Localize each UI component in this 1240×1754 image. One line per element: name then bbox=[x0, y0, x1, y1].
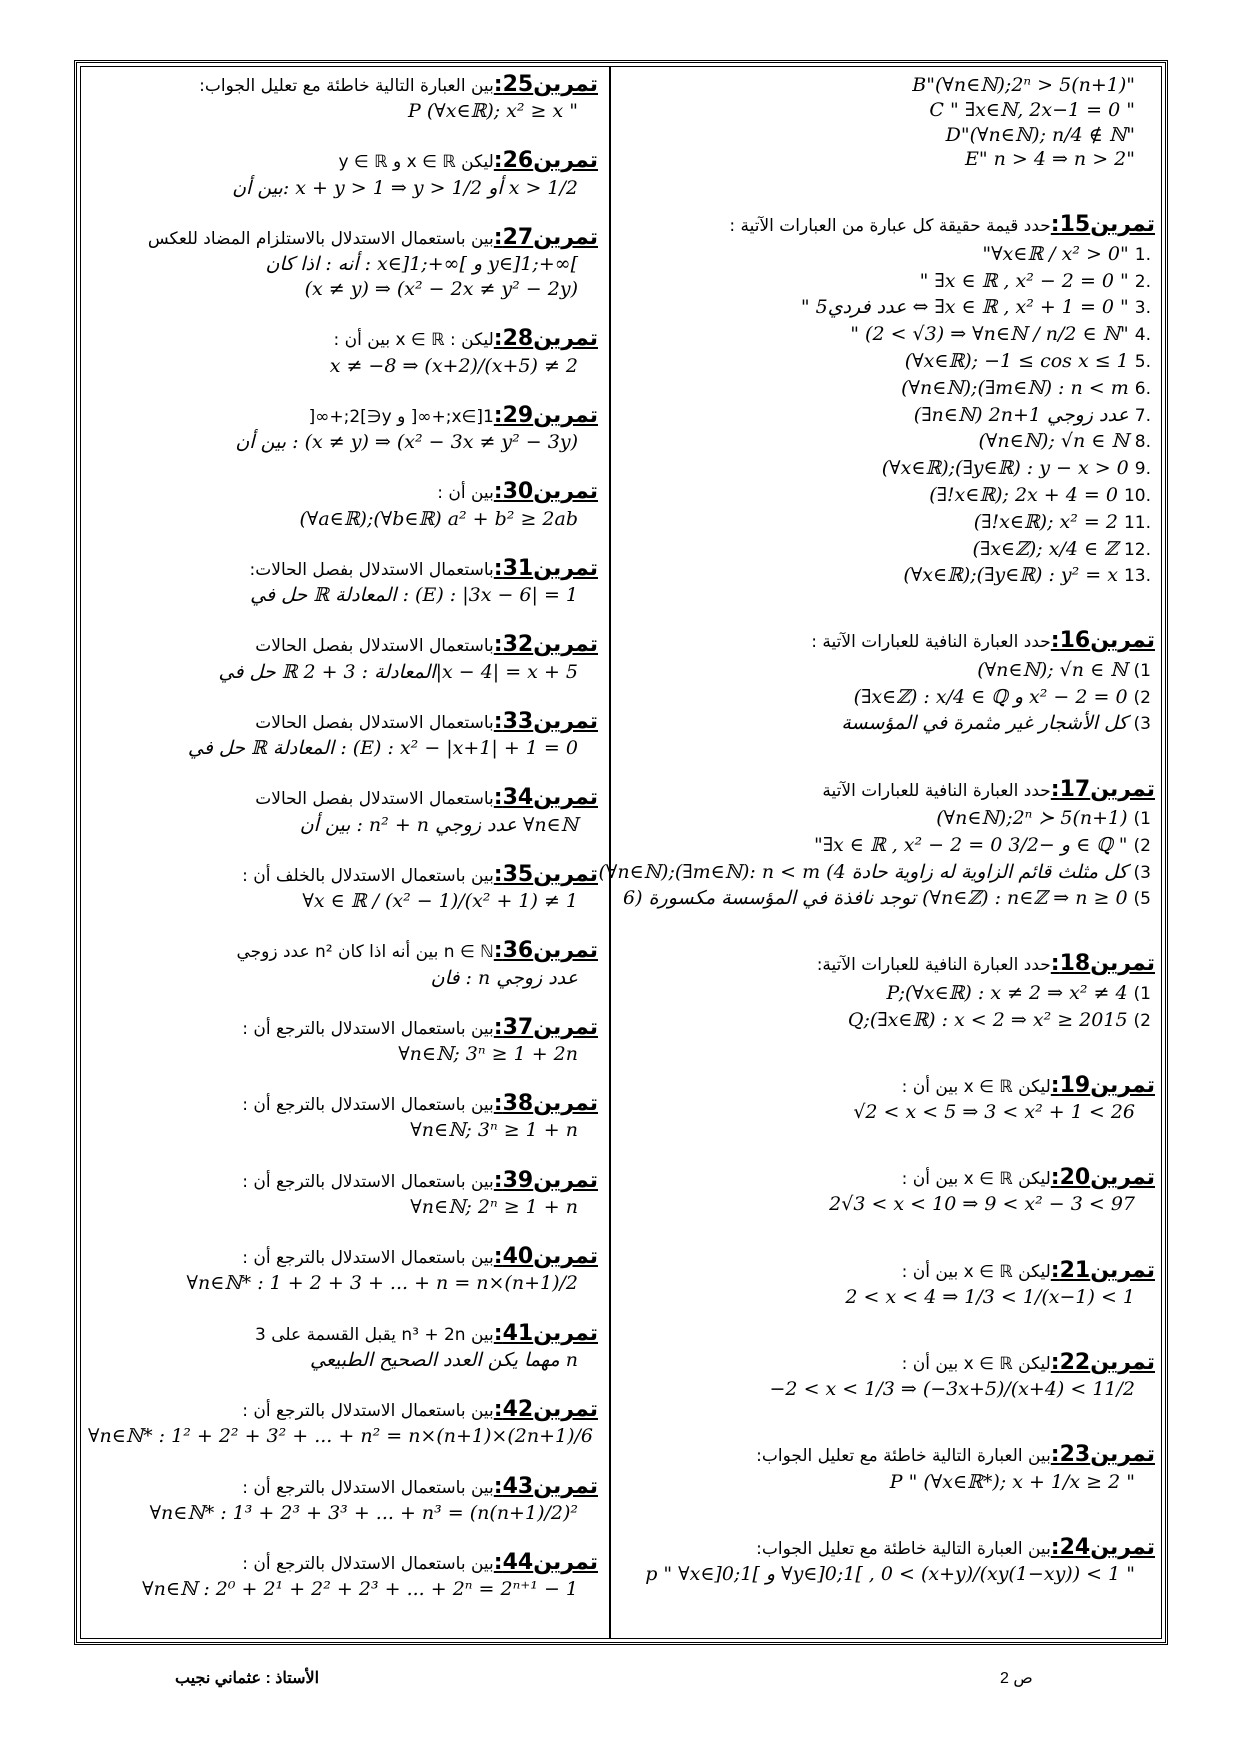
exercise-label: تمرين38: bbox=[493, 1091, 598, 1117]
exercise-heading bbox=[88, 148, 598, 174]
item-text: (∀n∈ℕ); √n ∈ ℕ bbox=[978, 430, 1129, 453]
exercise-heading bbox=[88, 72, 598, 98]
math-line: P (∀x∈ℝ); x² ≥ x " bbox=[408, 100, 578, 123]
exercise bbox=[598, 776, 1155, 911]
math-line: x ≠ −8 ⇒ (x+2)/(x+5) ≠ 2 bbox=[329, 354, 578, 377]
list-item bbox=[620, 350, 1155, 373]
math-line: ∀n∈ℕ; 2ⁿ ≥ 1 + n bbox=[410, 1195, 578, 1218]
math-line: ∀n∈ℕ; 3ⁿ ≥ 1 + n bbox=[410, 1119, 578, 1142]
exercise bbox=[88, 403, 598, 454]
left-column bbox=[88, 72, 598, 1626]
item-number: 9. bbox=[1134, 459, 1151, 480]
right-column bbox=[598, 72, 1155, 1627]
exercise-label: تمرين39: bbox=[493, 1167, 598, 1193]
math-line: C " ∃x∈ℕ, 2x−1 = 0 " bbox=[929, 98, 1135, 121]
exercise-instruction: بين أن : bbox=[437, 483, 494, 504]
exercise-label: تمرين28: bbox=[493, 326, 598, 352]
math-line: B"(∀n∈ℕ);2ⁿ > 5(n+1)" bbox=[912, 74, 1135, 96]
item-number: 8. bbox=[1134, 432, 1151, 453]
exercise bbox=[88, 862, 598, 913]
item-text: " ∃x ∈ ℝ , x² − 2 = 0 " bbox=[919, 269, 1129, 292]
item-text: (∃x∈ℤ) : x/4 ∈ ℚ و x² − 2 = 0 bbox=[853, 685, 1128, 708]
exercise-heading bbox=[88, 1244, 598, 1270]
exercise bbox=[620, 628, 1155, 735]
item-text: (∀x∈ℝ);(∃y∈ℝ) : y − x > 0 bbox=[881, 457, 1129, 480]
exercise-instruction: حدد العبارة النافية للعبارات الآتية : bbox=[811, 632, 1051, 653]
math-line: بين أن: x + y > 1 ⇒ y > 1/2 أو x > 1/2 bbox=[232, 176, 578, 199]
item-text: P;(∀x∈ℝ) : x ≠ 2 ⇒ x² ≠ 4 bbox=[886, 981, 1128, 1004]
exercise bbox=[620, 951, 1155, 1031]
item-text: " 5عدد فردي ⇔ ∃x ∈ ℝ , x² + 1 = 0 " bbox=[800, 296, 1129, 319]
exercise-label: تمرين20: bbox=[1050, 1165, 1155, 1191]
exercise-label: تمرين16: bbox=[1050, 628, 1155, 654]
list-item bbox=[620, 270, 1155, 293]
math-line: حل في ℝ المعادلة : (E) : |3x − 6| = 1 bbox=[250, 584, 578, 607]
exercise-heading bbox=[88, 938, 598, 964]
exercise-heading bbox=[88, 1550, 598, 1576]
math-line: حل في ℝ المعادلة : (E) : x² − |x+1| + 1 = 0 bbox=[187, 737, 578, 760]
exercise-heading bbox=[620, 777, 1155, 803]
exercise-heading bbox=[620, 1350, 1155, 1376]
exercise-heading bbox=[88, 1168, 598, 1194]
exercise-label: تمرين40: bbox=[493, 1244, 598, 1270]
exercise bbox=[620, 74, 1155, 171]
math-line: E" n > 4 ⇒ n > 2" bbox=[964, 148, 1135, 171]
exercise-heading bbox=[88, 326, 598, 352]
exercise-instruction: حدد قيمة حقيقة كل عبارة من العبارات الآتية : bbox=[729, 216, 1051, 237]
exercise-instruction: ليكن x ∈ ℝ بين أن : bbox=[901, 1076, 1051, 1097]
page-number: ص 2 bbox=[1000, 1670, 1033, 1687]
exercise-heading bbox=[620, 1535, 1155, 1561]
list-item bbox=[598, 860, 1155, 884]
exercise-instruction: حدد العبارة النافية للعبارات الآتية: bbox=[816, 955, 1051, 976]
item-number: 5. bbox=[1134, 352, 1151, 373]
exercise-label: تمرين27: bbox=[493, 224, 598, 250]
exercise-heading bbox=[88, 479, 598, 505]
exercise bbox=[88, 225, 598, 301]
exercise-instruction: بين العبارة التالية خاطئة مع تعليل الجواب: bbox=[199, 76, 494, 96]
exercise bbox=[88, 709, 598, 760]
exercise-instruction: بين باستعمال الاستدلال بالترجع أن : bbox=[242, 1171, 494, 1192]
exercise-label: تمرين21: bbox=[1050, 1257, 1155, 1283]
item-text: (∃!x∈ℝ); 2x + 4 = 0 bbox=[929, 484, 1118, 507]
exercise-label: تمرين17: bbox=[1050, 776, 1155, 802]
list-item bbox=[620, 982, 1155, 1005]
math-line: √2 < x < 5 ⇒ 3 < x² + 1 < 26 bbox=[853, 1101, 1135, 1123]
exercise-heading bbox=[88, 1397, 598, 1423]
exercise-heading bbox=[620, 951, 1155, 977]
exercise-heading bbox=[88, 709, 598, 735]
item-text: (∀n∈ℕ); √n ∈ ℕ bbox=[977, 658, 1128, 681]
math-line: (∀a∈ℝ);(∀b∈ℝ) a² + b² ≥ 2ab bbox=[299, 507, 578, 530]
exercise-label: تمرين30: bbox=[493, 479, 598, 505]
exercise-heading bbox=[88, 1091, 598, 1117]
item-number: 4. bbox=[1134, 325, 1151, 346]
math-line: P " (∀x∈ℝ*); x + 1/x ≥ 2 " bbox=[889, 1470, 1135, 1493]
exercise bbox=[88, 1550, 598, 1601]
exercise-instruction: باستعمال الاستدلال بفصل الحالات bbox=[255, 789, 494, 810]
math-line: ∀n∈ℕ : 2⁰ + 2¹ + 2² + 2³ + ... + 2ⁿ = 2ⁿ⁺¹ − 1 bbox=[142, 1578, 578, 1601]
item-number: 6. bbox=[1134, 378, 1151, 399]
exercise bbox=[620, 1073, 1155, 1124]
item-number: 13. bbox=[1123, 566, 1151, 587]
item-text: (∃!x∈ℝ); x² = 2 bbox=[973, 510, 1118, 533]
exercise-instruction: ليكن x ∈ ℝ بين أن : bbox=[901, 1261, 1051, 1282]
list-item bbox=[620, 564, 1155, 587]
exercise bbox=[88, 1474, 598, 1525]
exercise bbox=[88, 1015, 598, 1066]
item-text: (∃n∈ℕ) 2n+1 عدد زوجي bbox=[913, 403, 1129, 426]
math-line: ∀n∈ℕ* : 1 + 2 + 3 + ... + n = n×(n+1)/2 bbox=[186, 1272, 578, 1295]
exercise-label: تمرين41: bbox=[493, 1320, 598, 1346]
exercise-label: تمرين42: bbox=[493, 1397, 598, 1423]
exercise-instruction: باستعمال الاستدلال بفصل الحالات bbox=[255, 712, 494, 733]
exercise bbox=[620, 1535, 1155, 1586]
exercise bbox=[88, 1397, 598, 1448]
exercise-heading bbox=[88, 1015, 598, 1041]
exercise-heading bbox=[88, 556, 598, 582]
exercise bbox=[620, 1350, 1155, 1401]
math-line: ∀n∈ℕ* : 1² + 2² + 3² + ... + n² = n×(n+1)×(2n+1)/6 bbox=[88, 1425, 593, 1448]
exercise bbox=[88, 1321, 598, 1372]
list-item bbox=[620, 404, 1155, 427]
item-text: (∀n∈ℕ);(∃m∈ℕ): n < m (4 كل مثلث قائم الزاوية له زاوية حادة bbox=[598, 860, 1128, 883]
exercise-label: تمرين26: bbox=[493, 148, 598, 174]
item-number: (1 bbox=[1133, 983, 1151, 1004]
exercise-instruction: بين باستعمال الاستدلال بالترجع أن : bbox=[242, 1018, 494, 1039]
item-number: 11. bbox=[1123, 512, 1151, 533]
item-text: توجد نافذة في المؤسسة مكسورة (6 (∀n∈ℤ) : n∈ℤ ⇒ n ≥ 0 bbox=[623, 887, 1128, 910]
exercise-label: تمرين35: bbox=[493, 861, 598, 887]
exercise-label: تمرين31: bbox=[493, 555, 598, 581]
item-text: (∀n∈ℕ);(∃m∈ℕ) : n < m bbox=[901, 376, 1129, 399]
exercise-heading bbox=[88, 785, 598, 811]
exercise bbox=[88, 632, 598, 683]
exercise-heading bbox=[620, 1073, 1155, 1099]
list-item bbox=[620, 659, 1155, 682]
exercise-label: تمرين34: bbox=[493, 785, 598, 811]
exercise-instruction: بين العبارة التالية خاطئة مع تعليل الجواب: bbox=[756, 1538, 1051, 1559]
math-line: فان : n عدد زوجي bbox=[430, 966, 578, 989]
item-number: (2 bbox=[1133, 1010, 1151, 1031]
math-line: بين أن : (x ≠ y) ⇒ (x² − 3x ≠ y² − 3y) bbox=[235, 431, 578, 454]
item-text: (∀x∈ℝ); −1 ≤ cos x ≤ 1 bbox=[904, 350, 1129, 373]
math-line: أنه : اذا كان : x∈]1;+∞[ و y∈]1;+∞[ bbox=[265, 253, 578, 276]
exercise-label: تمرين24: bbox=[1050, 1534, 1155, 1560]
math-line: (x ≠ y) ⇒ (x² − 2x ≠ y² − 2y) bbox=[304, 278, 578, 301]
list-item bbox=[620, 834, 1155, 857]
list-item bbox=[620, 686, 1155, 709]
exercise-heading bbox=[88, 225, 598, 251]
exercise-heading bbox=[620, 212, 1155, 238]
exercise-heading bbox=[88, 862, 598, 888]
item-number: (2 bbox=[1133, 687, 1151, 708]
list-item bbox=[620, 377, 1155, 400]
exercise-label: تمرين19: bbox=[1050, 1072, 1155, 1098]
exercise bbox=[88, 1244, 598, 1295]
exercise-instruction: باستعمال الاستدلال بفصل الحالات bbox=[255, 636, 494, 657]
exercise-label: تمرين29: bbox=[493, 402, 598, 428]
exercise bbox=[88, 1091, 598, 1142]
math-line: ∀n∈ℕ* : 1³ + 2³ + 3³ + ... + n³ = (n(n+1)/2)² bbox=[149, 1501, 578, 1524]
exercise-heading bbox=[88, 1474, 598, 1500]
exercise bbox=[620, 1258, 1155, 1309]
list-item bbox=[620, 1009, 1155, 1032]
exercise-label: تمرين44: bbox=[493, 1550, 598, 1575]
exercise-label: تمرين22: bbox=[1050, 1349, 1155, 1375]
exercise-instruction: باستعمال الاستدلال بفصل الحالات: bbox=[249, 559, 494, 580]
exercise bbox=[620, 212, 1155, 587]
list-item bbox=[620, 511, 1155, 534]
exercise-instruction: بين n³ + 2n يقبل القسمة على 3 bbox=[255, 1324, 494, 1345]
exercise-instruction: ليكن x ∈ ℝ بين أن : bbox=[901, 1353, 1051, 1374]
exercise-heading bbox=[88, 632, 598, 658]
math-line: مهما يكن العدد الصحيح الطبيعي n bbox=[310, 1348, 578, 1371]
list-item bbox=[620, 807, 1155, 830]
math-line: p " ∀x∈]0;1[ و ∀y∈]0;1[ , 0 < (x+y)/(xy(1−xy)) < 1 " bbox=[645, 1563, 1135, 1586]
item-number: (1 bbox=[1133, 808, 1151, 829]
item-number: (1 bbox=[1133, 660, 1151, 681]
exercise bbox=[88, 479, 598, 530]
exercise-heading bbox=[88, 1321, 598, 1347]
list-item bbox=[620, 712, 1155, 735]
list-item bbox=[620, 430, 1155, 453]
exercise-heading bbox=[620, 628, 1155, 654]
item-number: 3. bbox=[1134, 298, 1151, 319]
exercise-instruction: ليكن : x ∈ ℝ بين أن : bbox=[333, 330, 494, 351]
exercise bbox=[88, 785, 598, 836]
exercise bbox=[620, 1165, 1155, 1216]
list-item bbox=[620, 457, 1155, 480]
item-text: كل الأشجار غير مثمرة في المؤسسة bbox=[841, 712, 1128, 735]
exercise-label: تمرين18: bbox=[1050, 951, 1155, 977]
item-number: 7. bbox=[1134, 405, 1151, 426]
exercise-instruction: n ∈ ℕ بين أنه اذا كان n² عدد زوجي bbox=[236, 942, 494, 963]
item-number: 10. bbox=[1123, 486, 1151, 507]
exercise-instruction: بين باستعمال الاستدلال بالترجع أن : bbox=[242, 1095, 494, 1116]
item-number: (2 bbox=[1133, 835, 1151, 856]
exercise-label: تمرين36: bbox=[493, 938, 598, 964]
math-line: ∀n∈ℕ; 3ⁿ ≥ 1 + 2n bbox=[398, 1043, 578, 1065]
exercise-label: تمرين43: bbox=[493, 1473, 598, 1499]
exercise bbox=[88, 148, 598, 199]
item-text: (∃x∈ℤ); x/4 ∈ ℤ bbox=[972, 537, 1118, 560]
exercise-instruction: ليكن x ∈ ℝ و y ∈ ℝ bbox=[338, 152, 494, 173]
list-item bbox=[620, 538, 1155, 561]
exercise bbox=[88, 938, 598, 989]
exercise-label: تمرين15: bbox=[1050, 212, 1155, 238]
exercise-label: تمرين32: bbox=[493, 632, 598, 658]
exercise-heading bbox=[620, 1442, 1155, 1468]
exercise-instruction: بين باستعمال الاستدلال بالترجع أن : bbox=[242, 1554, 494, 1574]
math-line: D"(∀n∈ℕ); n/4 ∉ ℕ" bbox=[945, 123, 1135, 146]
exercise-instruction: حدد العبارة النافية للعبارات الآتية bbox=[822, 780, 1051, 801]
exercise bbox=[88, 556, 598, 607]
exercise-instruction: بين العبارة التالية خاطئة مع تعليل الجواب: bbox=[756, 1446, 1051, 1467]
list-item bbox=[620, 887, 1155, 910]
math-line: بين أن : n² + n عدد زوجي ∀n∈ℕ bbox=[299, 813, 578, 836]
math-line: −2 < x < 1/3 ⇒ (−3x+5)/(x+4) < 11/2 bbox=[769, 1378, 1135, 1401]
math-line: 2√3 < x < 10 ⇒ 9 < x² − 3 < 97 bbox=[829, 1193, 1135, 1216]
exercise bbox=[620, 1442, 1155, 1493]
exercise-instruction: بين باستعمال الاستدلال بالترجع أن : bbox=[242, 1401, 494, 1422]
list-item bbox=[620, 484, 1155, 507]
math-line: حل في ℝ المعادلة : 3 + 2|x − 4| = x + 5 bbox=[218, 660, 578, 683]
item-text: (∀x∈ℝ);(∃y∈ℝ) : y² = x bbox=[903, 564, 1118, 587]
exercise-instruction: ليكن x ∈ ℝ بين أن : bbox=[901, 1169, 1051, 1190]
exercise-instruction: بين باستعمال الاستدلال بالاستلزام المضاد للعكس bbox=[147, 228, 494, 249]
exercise-label: تمرين37: bbox=[493, 1014, 598, 1040]
exercise-heading bbox=[620, 1258, 1155, 1284]
item-number: (5 bbox=[1133, 889, 1151, 910]
exercise-heading bbox=[620, 1165, 1155, 1191]
list-item bbox=[620, 296, 1155, 319]
exercise bbox=[88, 1168, 598, 1219]
math-line: 2 < x < 4 ⇒ 1/3 < 1/(x−1) < 1 bbox=[845, 1285, 1135, 1308]
exercise-instruction: بين باستعمال الاستدلال بالترجع أن : bbox=[242, 1477, 494, 1498]
item-text: (∀n∈ℕ);2ⁿ ≻ 5(n+1) bbox=[936, 806, 1128, 829]
item-text: "∀x∈ℝ / x² > 0" bbox=[982, 242, 1129, 265]
item-number: 2. bbox=[1134, 271, 1151, 292]
math-line: ∀x ∈ ℝ / (x² − 1)/(x² + 1) ≠ 1 bbox=[302, 890, 578, 913]
item-text: " (2 < √3) ⇒ ∀n∈ℕ / n/2 ∈ ℕ" bbox=[850, 323, 1129, 346]
item-number: (3 bbox=[1133, 714, 1151, 735]
item-number: 12. bbox=[1123, 539, 1151, 560]
item-number: (3 bbox=[1133, 862, 1151, 883]
item-text: Q;(∃x∈ℝ) : x < 2 ⇒ x² ≥ 2015 bbox=[847, 1008, 1128, 1031]
list-item bbox=[620, 243, 1155, 266]
column-divider bbox=[609, 66, 611, 1639]
exercise-instruction: x∈]1;+∞[ و y∈]2;+∞[ bbox=[308, 406, 494, 427]
exercise-instruction: بين باستعمال الاستدلال بالخلف أن : bbox=[242, 865, 494, 886]
exercise-label: تمرين23: bbox=[1050, 1442, 1155, 1468]
list-item bbox=[620, 323, 1155, 346]
exercise-heading bbox=[88, 403, 598, 429]
exercise bbox=[88, 72, 598, 123]
exercise-label: تمرين33: bbox=[493, 708, 598, 734]
exercise bbox=[88, 326, 598, 377]
exercise-label: تمرين25: bbox=[493, 72, 598, 97]
item-number: 1. bbox=[1134, 244, 1151, 265]
exercise-instruction: بين باستعمال الاستدلال بالترجع أن : bbox=[242, 1248, 494, 1269]
item-text: "∃x ∈ ℝ , x² − 2 = 0 و −3/2 ∈ ℚ " bbox=[813, 833, 1128, 856]
teacher-name: الأستاذ : عثماني نجيب bbox=[175, 1670, 320, 1687]
